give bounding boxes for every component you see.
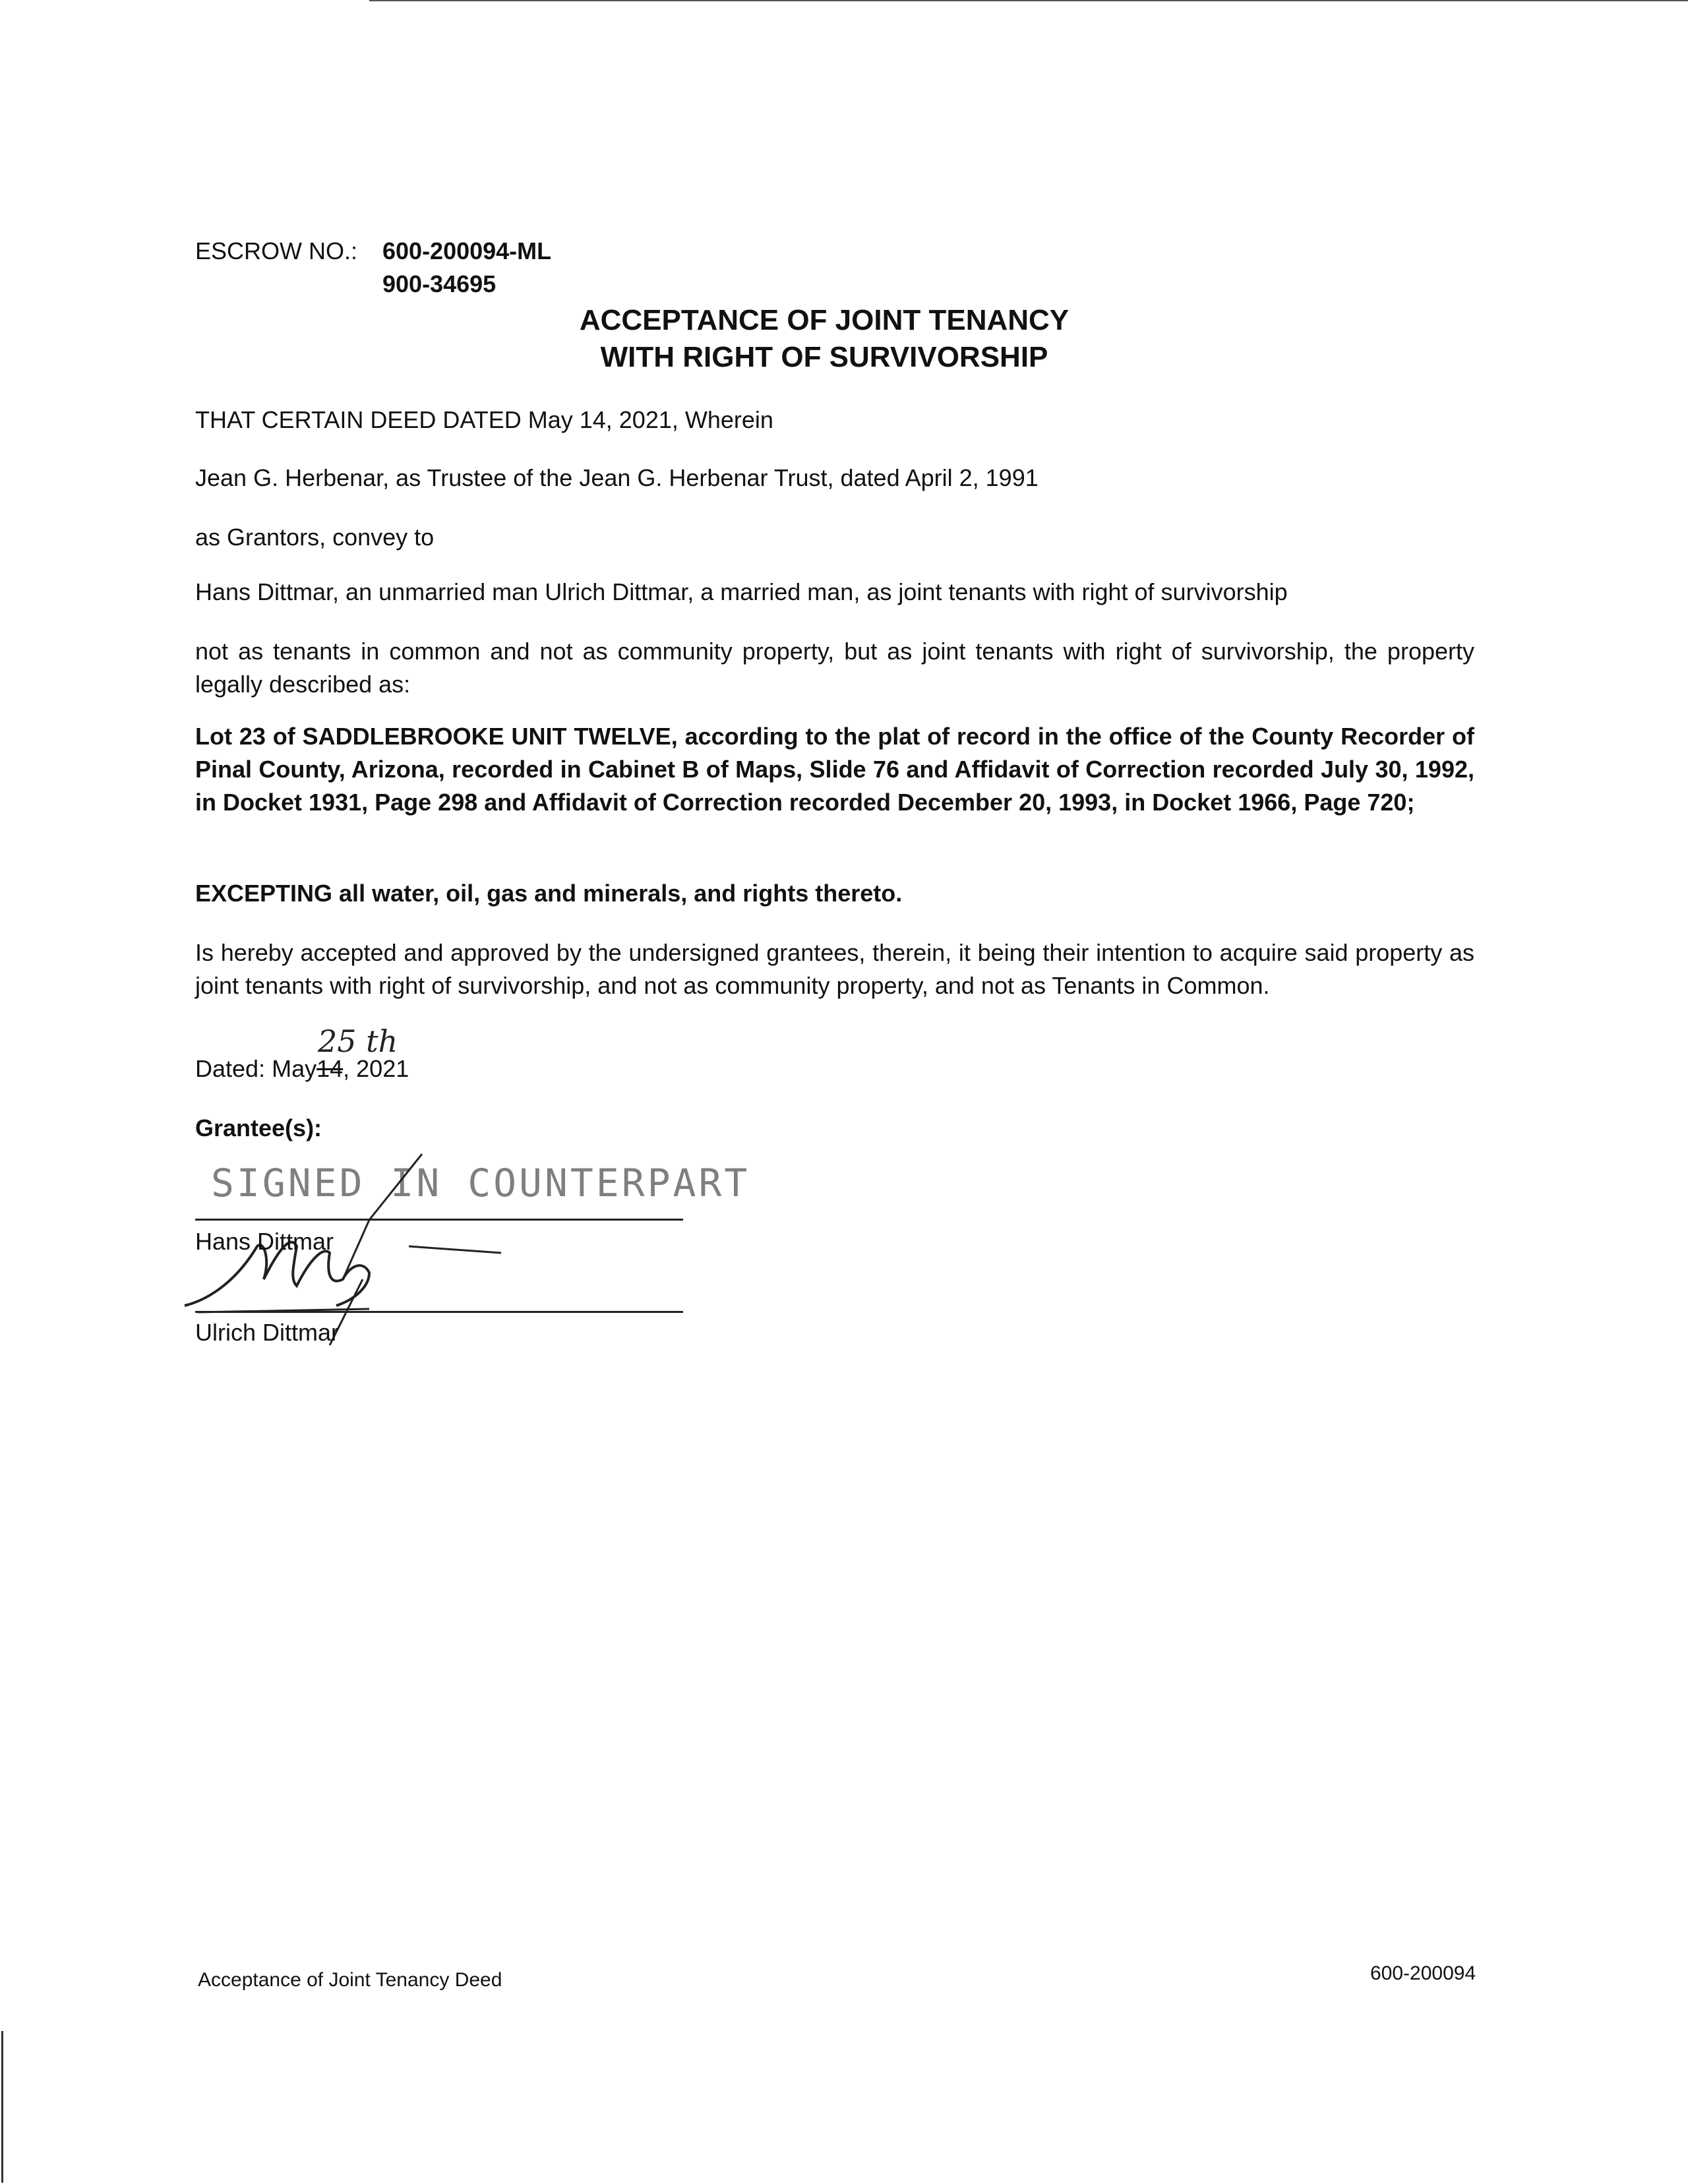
struck-day: 14 <box>316 1055 344 1082</box>
escrow-block <box>195 235 552 297</box>
dated-month: May <box>272 1055 317 1082</box>
grantees-line: Hans Dittmar, an unmarried man Ulrich Dittmar, a married man, as joint tenants with right of survivorship <box>195 578 1288 605</box>
handwritten-day: 25 th <box>318 1023 398 1059</box>
legal-description: Lot 23 of SADDLEBROOKE UNIT TWELVE, according to the plat of record in the office of the County Recorder of Pinal County, Arizona, recorded in Cabinet B of Maps, Slide 76 and Affidavit of Correction recorded July 30, 1992, in Docket 1931, Page 298 and Affidavit of Correction recorded December 20, 1993, in Docket 1966, Page 720; <box>195 723 1474 816</box>
escrow-number: 600-200094-ML <box>382 237 552 264</box>
signer-name-1: Hans Dittmar <box>195 1228 334 1255</box>
deed-date-line: THAT CERTAIN DEED DATED May 14, 2021, Wherein <box>195 406 773 433</box>
escrow-label: ESCROW NO.: <box>195 237 358 264</box>
convey-line: as Grantors, convey to <box>195 524 435 551</box>
dated-line <box>195 1052 409 1085</box>
title-line-2: WITH RIGHT OF SURVIVORSHIP <box>600 341 1048 373</box>
document-title <box>567 302 1081 376</box>
signature-line-1 <box>195 1219 683 1221</box>
excepting-clause: EXCEPTING all water, oil, gas and minerals, and rights thereto. <box>195 880 903 907</box>
grantees-heading: Grantee(s): <box>195 1114 322 1141</box>
signature-line-2 <box>195 1311 683 1313</box>
footer-document-name: Acceptance of Joint Tenancy Deed <box>198 1969 502 1991</box>
title-line-1: ACCEPTANCE OF JOINT TENANCY <box>579 304 1070 336</box>
signer-name-2: Ulrich Dittmar <box>195 1319 340 1346</box>
counterpart-stamp: SIGNED IN COUNTERPART <box>211 1161 750 1205</box>
escrow-number-secondary: 900-34695 <box>382 270 497 297</box>
scan-edge-mark <box>1 2031 3 2183</box>
tenancy-paragraph: not as tenants in common and not as community property, but as joint tenants with right of survivorship, the property legally described as: <box>195 638 1474 698</box>
scan-top-edge <box>369 0 1688 1</box>
dated-label: Dated: <box>195 1055 266 1082</box>
acceptance-paragraph: Is hereby accepted and approved by the undersigned grantees, therein, it being their intention to acquire said property as joint tenants with right of survivorship, and not as community property, and not as Tenants in Common. <box>195 939 1474 999</box>
footer-escrow-number: 600-200094 <box>1370 1962 1476 1984</box>
grantor-line: Jean G. Herbenar, as Trustee of the Jean G. Herbenar Trust, dated April 2, 1991 <box>195 464 1039 491</box>
dated-year: , 2021 <box>343 1055 409 1082</box>
